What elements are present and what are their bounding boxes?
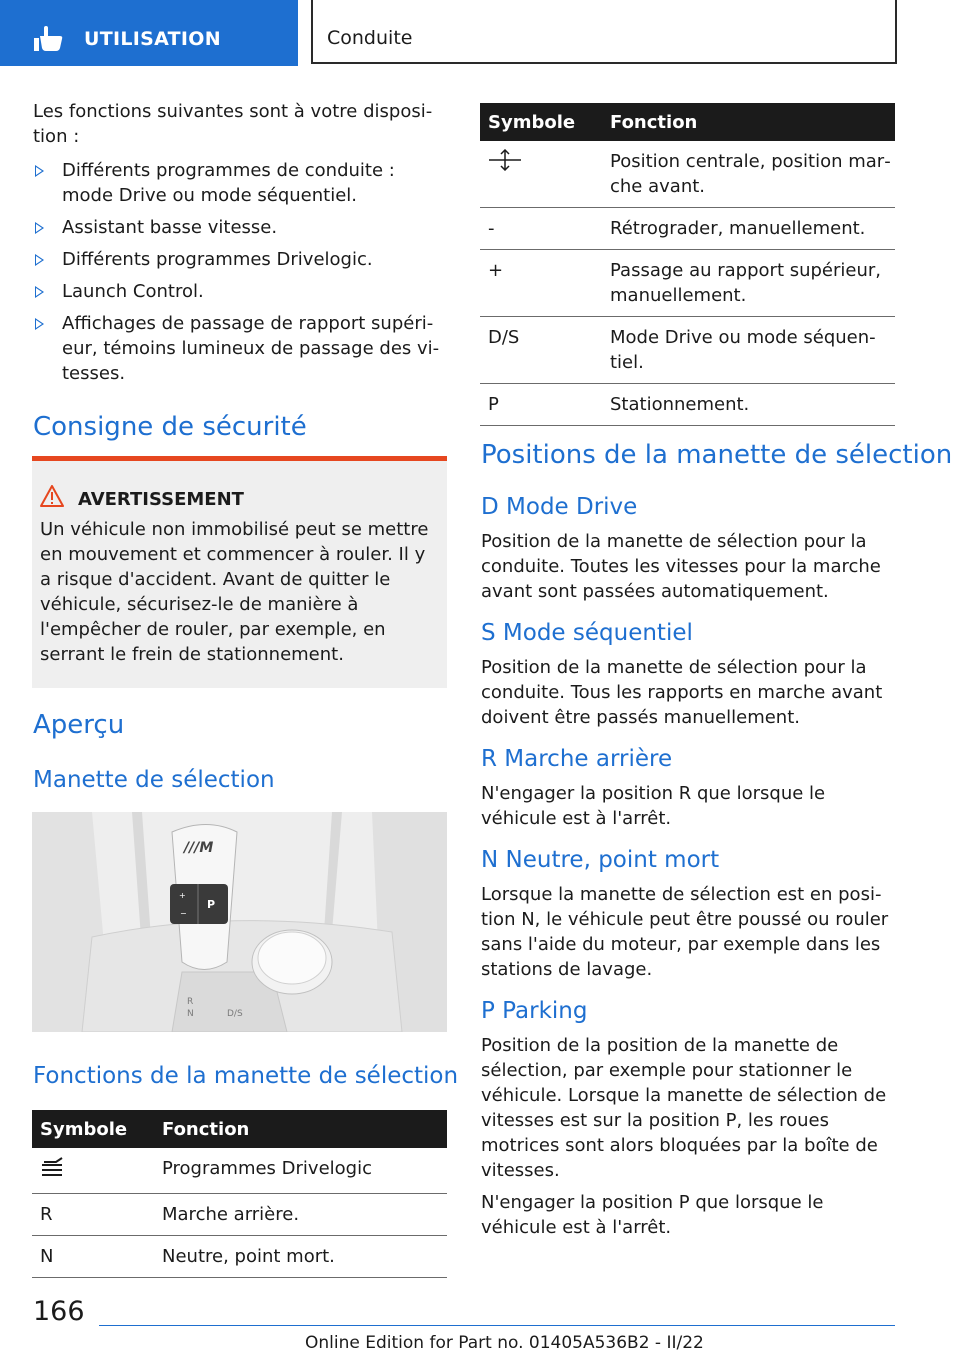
section-text-neutral: Lorsque la manette de sélection est en position N, le véhicule peut être poussé ou rouler sans l'aide du moteur, par exemple dans les stations de lavage. [481,884,889,980]
photo-label-r: R [187,997,194,1007]
table-cell-function: Rétrograder, manuellement. [602,208,895,250]
positions-sections [481,492,895,1240]
gear-selector-illustration [32,812,447,1032]
table-row [480,250,895,317]
warning-title: AVERTISSEMENT [78,489,244,510]
chapter-box [311,0,897,64]
feature-list [33,158,443,386]
section-tab [0,0,298,66]
bullet-triangle-icon [35,222,44,234]
table-header-function: Fonction [602,103,895,141]
list-item: Affichages de passage de rapport supérieur, témoins lumineux de passage des vitesses. [33,311,443,386]
selector-heading: Manette de sélection [33,767,275,793]
svg-text:+: + [179,891,186,900]
table-cell-function: Marche arrière. [154,1194,447,1236]
drivelogic-icon [40,1156,66,1178]
section-title-sequential: S Mode séquentiel [481,620,693,646]
table-cell-function: Passage au rapport supérieur, manuellement. [602,250,895,317]
intro-text: Les fonctions suivantes sont à votre disposition : [33,101,433,147]
gear-selector-photo [32,812,447,1032]
bullet-triangle-icon [35,254,44,266]
warning-box [32,456,447,688]
table-cell-symbol: D/S [480,317,602,384]
table-cell-symbol: + [480,250,602,317]
table-cell-symbol: R [32,1194,154,1236]
chapter-title: Conduite [327,27,413,49]
overview-heading: Aperçu [33,710,125,740]
table-row [480,384,895,426]
table-header-row [480,103,895,141]
table-row [480,208,895,250]
table-cell-symbol [32,1148,154,1194]
section-title-neutral: N Neutre, point mort [481,847,720,873]
table-cell-symbol: P [480,384,602,426]
section-text-parking-note: N'engager la position P que lorsque le véhicule est à l'arrêt. [481,1192,824,1238]
table-header-symbol: Symbole [32,1110,154,1148]
safety-heading: Consigne de sécurité [33,412,307,442]
page-number: 166 [33,1296,85,1327]
center-position-icon [488,149,522,171]
table-row [480,141,895,208]
list-item: Différents programmes Drivelogic. [33,247,443,272]
list-item: Launch Control. [33,279,443,304]
positions-heading: Positions de la manette de sélection [481,440,953,470]
functions-heading: Fonctions de la manette de sélection [33,1063,459,1089]
warning-body: Un véhicule non immobilisé peut se mettre en mouvement et commencer à rouler. Il y a risque d'accident. Avant de quitter le véhicule, sécurisez-le de manière à l'empêcher de rouler, par exemple, en serrant le frein de stationnement. [40,519,429,665]
table-cell-function: Position centrale, position marche avant. [602,141,895,208]
section-text-reverse: N'engager la position R que lorsque le véhicule est à l'arrêt. [481,783,826,829]
table-row [32,1194,447,1236]
bullet-triangle-icon [35,286,44,298]
table-cell-function: Neutre, point mort. [154,1236,447,1278]
section-title-drive: D Mode Drive [481,494,638,520]
section-text-drive: Position de la manette de sélection pour la conduite. Toutes les vitesses pour la marche avant sont passées automatiquement. [481,531,881,602]
section-title: UTILISATION [84,28,221,50]
section-text-sequential: Position de la manette de sélection pour la conduite. Tous les rapports en marche avant doivent être passés manuellement. [481,657,883,728]
svg-text:−: − [180,909,187,918]
list-item: Assistant basse vitesse. [33,215,443,240]
bullet-triangle-icon [35,318,44,330]
section-title-reverse: R Marche arrière [481,746,673,772]
left-table-wrap [32,1110,447,1278]
functions-table-right [480,103,895,426]
table-cell-function: Programmes Drivelogic [154,1148,447,1194]
photo-label-n: N [187,1009,194,1019]
table-row [32,1236,447,1278]
table-row [480,317,895,384]
table-cell-symbol: N [32,1236,154,1278]
warning-triangle-icon [40,485,64,507]
table-cell-function: Stationnement. [602,384,895,426]
table-row [32,1148,447,1194]
svg-text:P: P [207,898,216,911]
footer-edition: Online Edition for Part no. 01405A536B2 - II/22 [305,1333,704,1353]
list-item: Différents programmes de conduite : mode Drive ou mode séquentiel. [33,158,443,208]
table-cell-symbol: - [480,208,602,250]
right-table-wrap [480,103,895,426]
section-text-parking: Position de la position de la manette de sélection, par exemple pour stationner le véhicule. Lorsque la manette de sélection de vitesses est sur la position P, les roues motrices sont alors bloquées par la boîte de vitesses. [481,1035,887,1181]
section-title-parking: P Parking [481,998,588,1024]
table-header-function: Fonction [154,1110,447,1148]
table-header-symbol: Symbole [480,103,602,141]
footer-rule [99,1325,895,1326]
photo-label-ds: D/S [227,1009,243,1019]
table-cell-function: Mode Drive ou mode séquentiel. [602,317,895,384]
table-cell-symbol [480,141,602,208]
svg-text:///M: ///M [184,840,214,856]
hand-pointer-icon [34,26,64,52]
functions-table-left [32,1110,447,1278]
left-column [33,99,443,393]
bullet-triangle-icon [35,165,44,177]
table-header-row [32,1110,447,1148]
